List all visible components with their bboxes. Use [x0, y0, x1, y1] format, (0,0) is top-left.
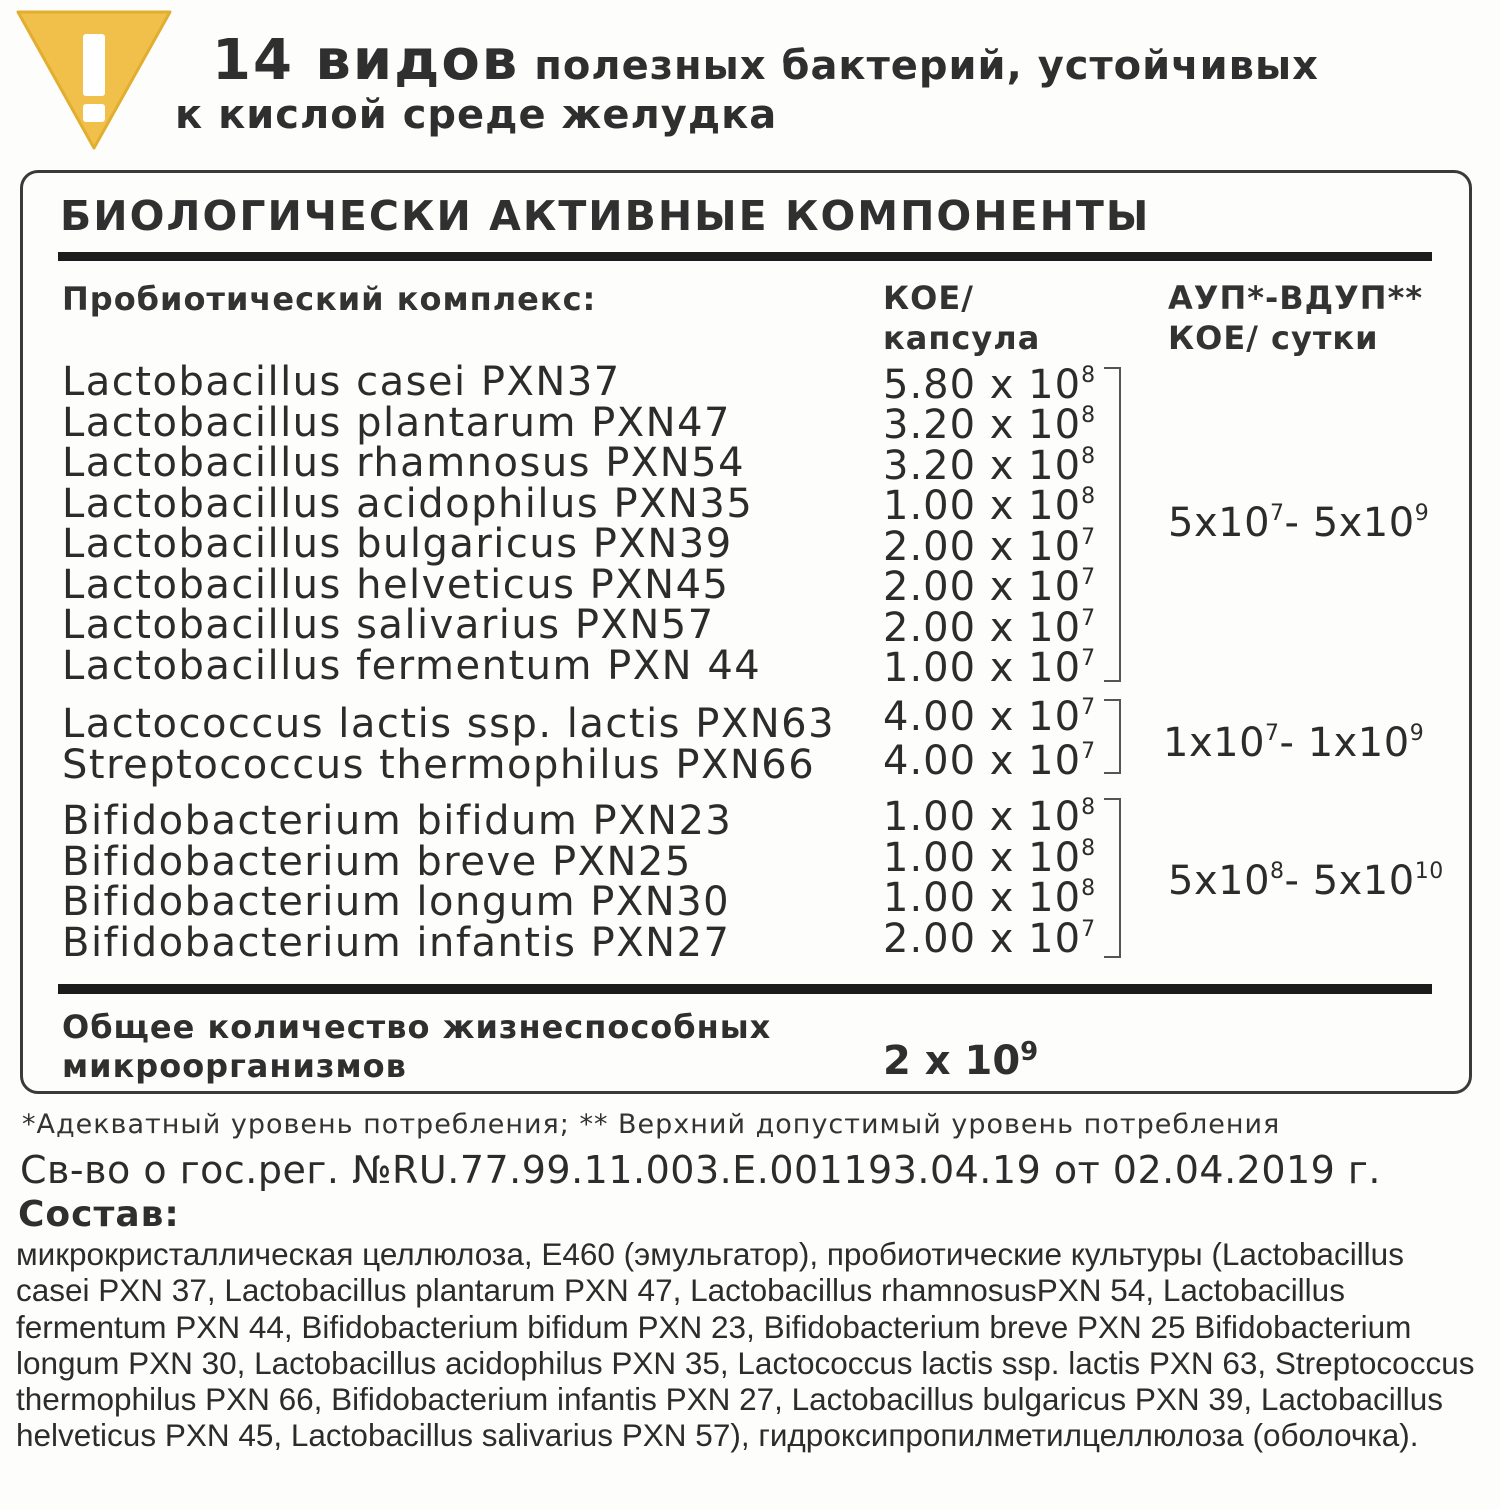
norm-header-line-1: АУП*-ВДУП** [1168, 279, 1424, 317]
strain-name: Lactobacillus bulgaricus PXN39 [62, 521, 733, 567]
composition-text: микрокристаллическая целлюлоза, Е460 (эмульгатор), пробиотические культуры (Lactobacillus casei PXN 37, Lactobacillus plantarum PXN 47, Lactobacillus rhamnosusPXN 54, Lactobacillus fermentum PXN 44, Bifidobacterium bifidum PXN 23, Bifidobacterium breve PXN 25 Bifidobacterium longum PXN 30, Lactobacillus acidophilus PXN 35, Lactococcus lactis ssp. lactis PXN 63, Streptococcus thermophilus PXN 66, Bifidobacterium infantis PXN 27, Lactobacillus bulgaricus PXN 39, Lactobacillus helveticus PXN 45, Lactobacillus salivarius PXN 57), гидроксипропилметилцеллюлоза (оболочка). [16, 1236, 1475, 1454]
column-header-complex: Пробиотический комплекс: [62, 280, 597, 318]
cfu-value: 2.00 x $10^7$ [883, 524, 1097, 570]
cfu-header-line-1: КОЕ/ [883, 279, 974, 317]
strain-name: Streptococcus thermophilus PXN66 [62, 742, 816, 788]
group-bracket [1104, 798, 1121, 958]
group-bracket [1104, 699, 1121, 774]
registration-certificate: Св-во о гос.рег. №RU.77.99.11.003.E.001193.04.19 от 02.04.2019 г. [20, 1148, 1381, 1192]
strain-name: Lactobacillus helveticus PXN45 [62, 562, 730, 608]
cfu-value: 4.00 x $10^7$ [883, 738, 1097, 784]
cfu-value: 3.20 x $10^8$ [883, 402, 1097, 448]
column-header-norm [1168, 278, 1423, 358]
panel-title: БИОЛОГИЧЕСКИ АКТИВНЫЕ КОМПОНЕНТЫ [60, 192, 1151, 240]
strain-name: Bifidobacterium breve PXN25 [62, 839, 692, 885]
cfu-value: 1.00 x $10^8$ [883, 835, 1097, 881]
column-header-cfu [883, 278, 1040, 358]
cfu-value: 1.00 x $10^8$ [883, 794, 1097, 840]
cfu-value: 4.00 x $10^7$ [883, 694, 1097, 740]
strain-name: Lactobacillus casei PXN37 [62, 359, 621, 405]
strain-name: Lactobacillus rhamnosus PXN54 [62, 440, 746, 486]
daily-range: $5x10^7-$ $5x10^9$ [1168, 500, 1430, 546]
total-label-line-2: микроорганизмов [62, 1047, 407, 1085]
total-value: 2 x $10^9$ [883, 1037, 1039, 1084]
cfu-header-line-2: капсула [883, 319, 1041, 357]
strain-name: Lactococcus lactis ssp. lactis PXN63 [62, 701, 836, 747]
species-count: 14 видов [212, 28, 520, 93]
strain-name: Lactobacillus plantarum PXN47 [62, 400, 731, 446]
strain-name: Lactobacillus acidophilus PXN35 [62, 481, 754, 527]
warning-icon [14, 8, 174, 153]
cfu-value: 3.20 x $10^8$ [883, 443, 1097, 489]
strain-name: Bifidobacterium bifidum PXN23 [62, 798, 733, 844]
strain-name: Bifidobacterium longum PXN30 [62, 879, 731, 925]
headline-line-1 [212, 28, 1319, 93]
cfu-value: 1.00 x $10^7$ [883, 645, 1097, 691]
daily-range: $5x10^8-$ $5x10^{10}$ [1168, 858, 1444, 904]
group-bracket [1104, 367, 1121, 682]
norm-header-line-2: КОЕ/ сутки [1168, 319, 1379, 357]
cfu-value: 2.00 x $10^7$ [883, 605, 1097, 651]
cfu-value: 2.00 x $10^7$ [883, 916, 1097, 962]
footnote: *Адекватный уровень потребления; ** Верхний допустимый уровень потребления [22, 1109, 1281, 1140]
total-label-line-1: Общее количество жизнеспособных [62, 1008, 772, 1046]
cfu-value: 1.00 x $10^8$ [883, 483, 1097, 529]
top-divider [58, 252, 1432, 261]
strain-name: Bifidobacterium infantis PXN27 [62, 920, 731, 966]
cfu-value: 2.00 x $10^7$ [883, 564, 1097, 610]
daily-range: $1x10^7-$ $1x10^9$ [1163, 720, 1425, 766]
strain-name: Lactobacillus fermentum PXN 44 [62, 643, 762, 689]
headline-line-2: к кислой среде желудка [175, 92, 778, 138]
cfu-value: 1.00 x $10^8$ [883, 875, 1097, 921]
cfu-value: 5.80 x $10^8$ [883, 362, 1097, 408]
headline-rest: полезных бактерий, устойчивых [534, 43, 1319, 89]
total-label [62, 1008, 771, 1086]
composition-title: Состав: [18, 1194, 180, 1235]
bottom-divider [58, 984, 1432, 994]
strain-name: Lactobacillus salivarius PXN57 [62, 602, 715, 648]
